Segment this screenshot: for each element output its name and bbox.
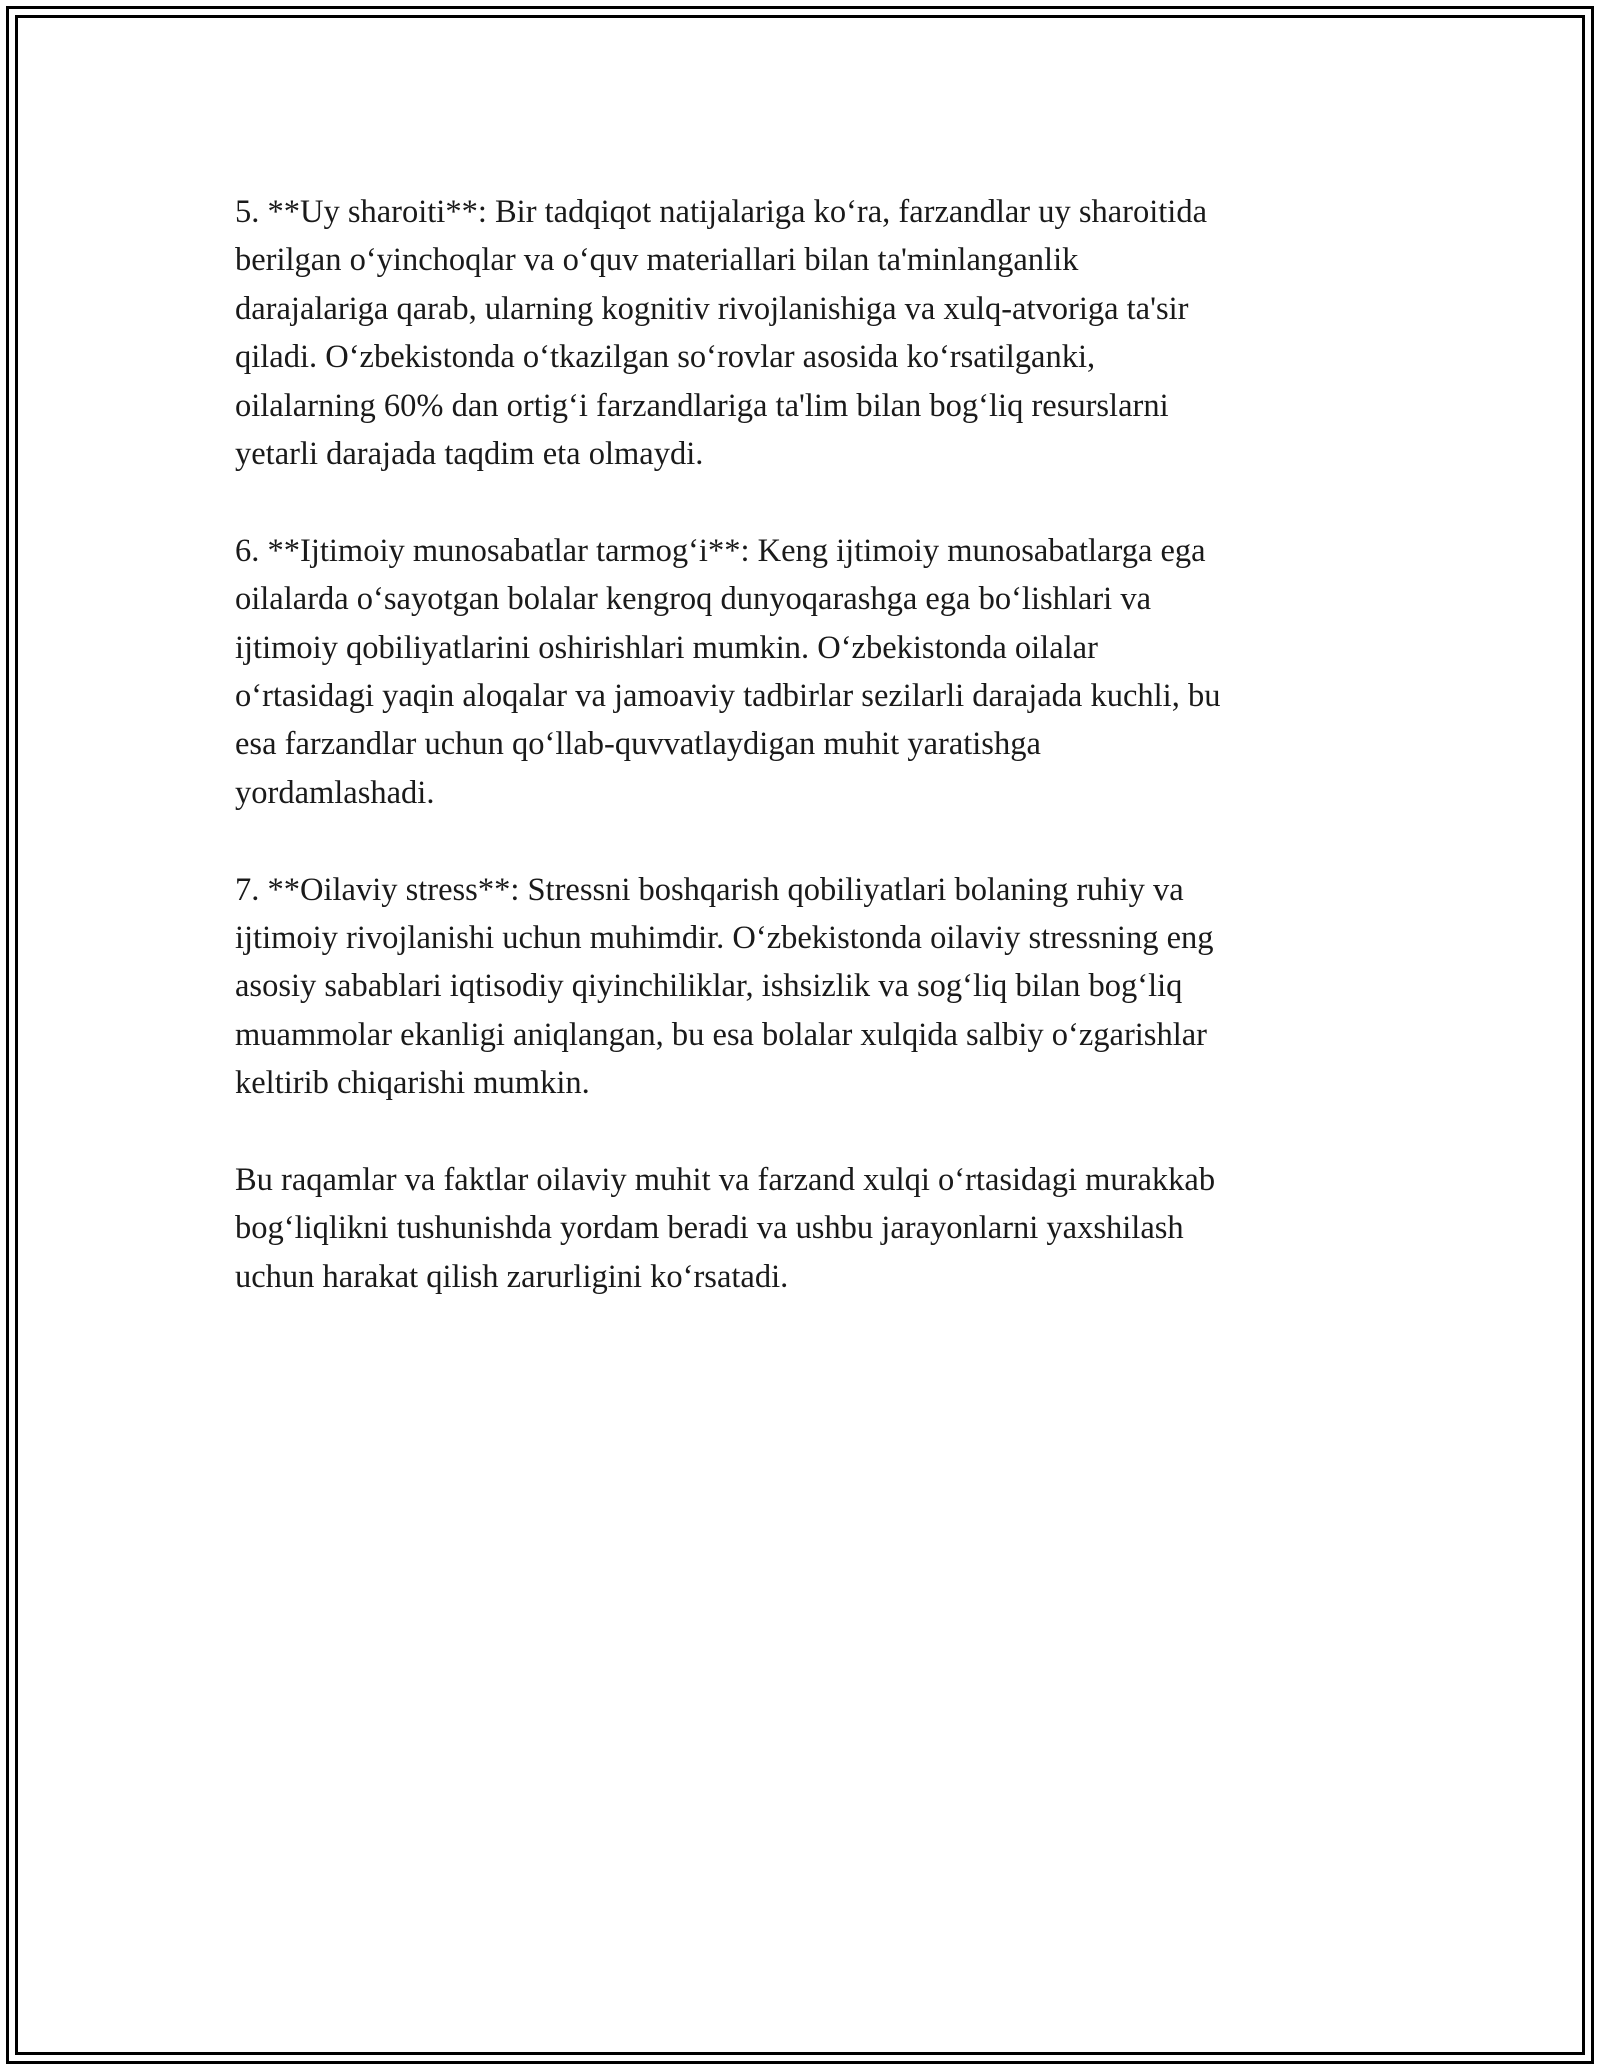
paragraph-ijtimoiy-munosabatlar: 6. **Ijtimoiy munosabatlar tarmog‘i**: Keng ijtimoiy munosabatlarga ega oilalarda o‘sayotgan bolalar kengroq dunyoqarashga ega bo‘lishlari va ijtimoiy qobiliyatlarini oshirishlari mumkin. O‘zbekistonda oilalar o‘rtasidagi yaqin aloqalar va jamoaviy tadbirlar sezilarli darajada kuchli, bu esa farzandlar uchun qo‘llab-quvvatlaydigan muhit yaratishga yordamlashadi. <box>235 532 1221 811</box>
paragraph-uy-sharoiti: 5. **Uy sharoiti**: Bir tadqiqot natijalariga ko‘ra, farzandlar uy sharoitida berilgan o‘yinchoqlar va o‘quv materiallari bilan ta'minlanganlik darajalariga qarab, ularning kognitiv rivojlanishiga va xulq-atvoriga ta'sir qiladi. O‘zbekistonda o‘tkazilgan so‘rovlar asosida ko‘rsatilganki, oilalarning 60% dan ortig‘i farzandlariga ta'lim bilan bog‘liq resurslarni yetarli darajada taqdim eta olmaydi. <box>235 194 1208 473</box>
paragraph-oilaviy-stress: 7. **Oilaviy stress**: Stressni boshqarish qobiliyatlari bolaning ruhiy va ijtimoiy rivojlanishi uchun muhimdir. O‘zbekistonda oilaviy stressning eng asosiy sabablari iqtisodiy qiyinchiliklar, ishsizlik va sog‘liq bilan bog‘liq muammolar ekanligi aniqlangan, bu esa bolalar xulqida salbiy o‘zgarishlar keltirib chiqarishi mumkin. <box>235 871 1214 1102</box>
document-body <box>235 188 1365 1350</box>
paragraph-conclusion: Bu raqamlar va faktlar oilaviy muhit va farzand xulqi o‘rtasidagi murakkab bog‘liqlikni tushunishda yordam beradi va ushbu jarayonlarni yaxshilash uchun harakat qilish zarurligini ko‘rsatadi. <box>235 1162 1216 1295</box>
